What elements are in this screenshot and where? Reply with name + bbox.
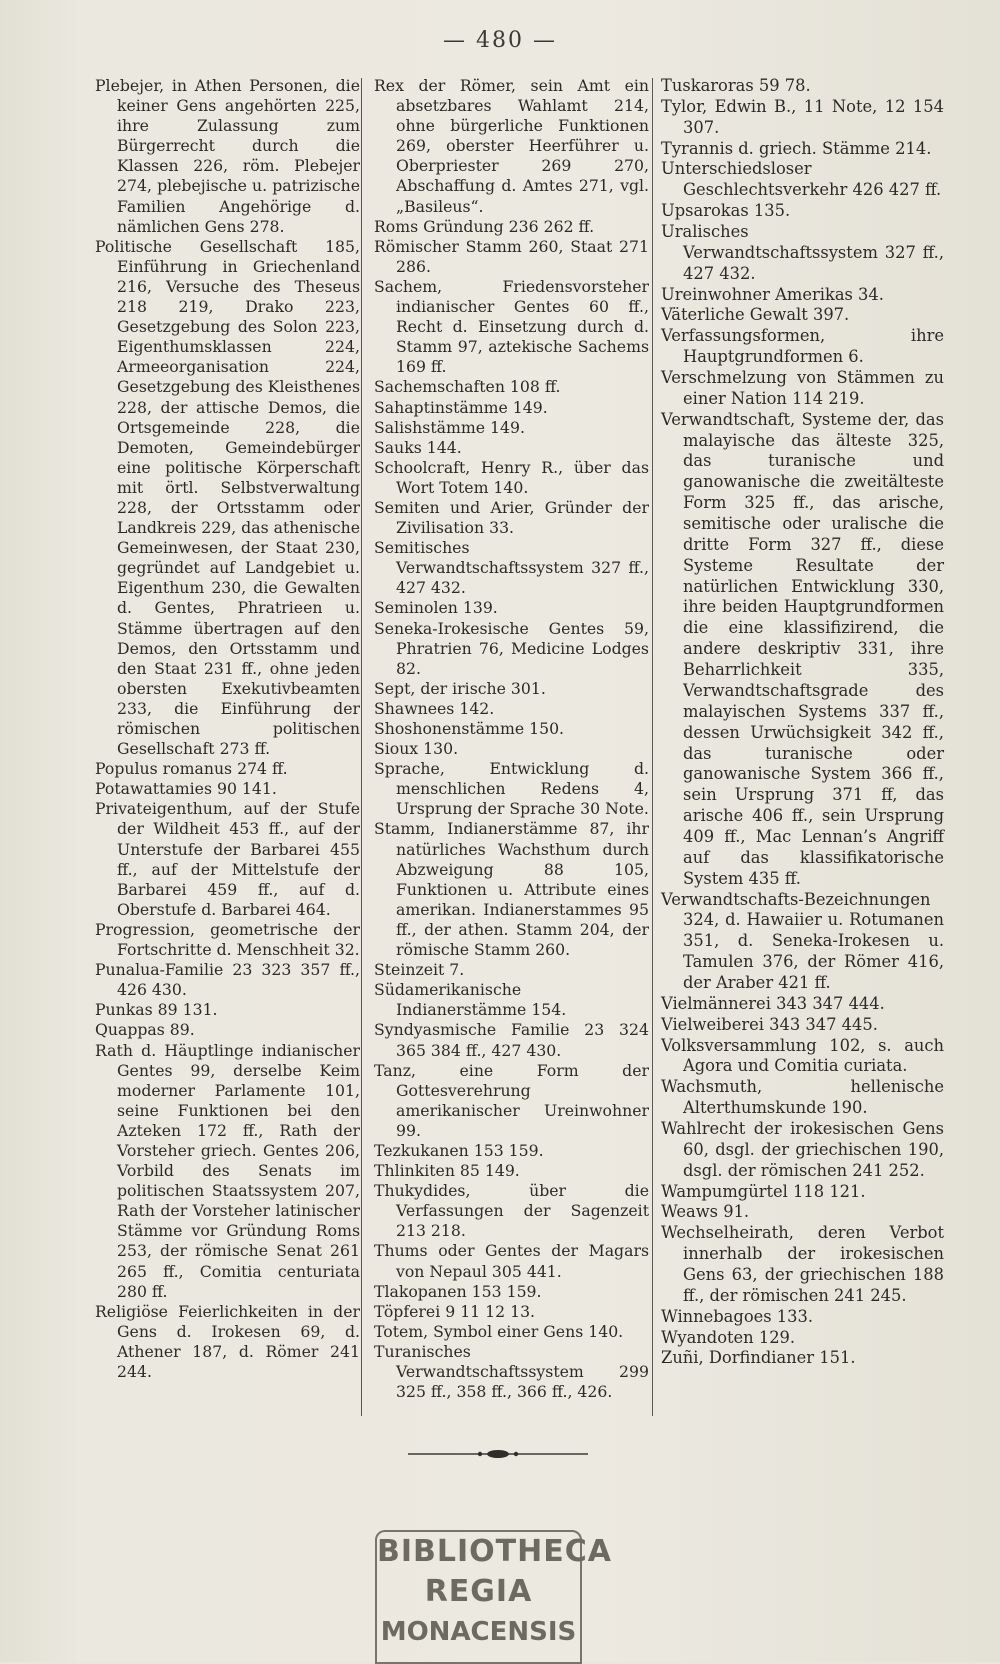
index-entry: Schoolcraft, Henry R., über das Wort Totem 140. <box>374 457 649 497</box>
index-entry: Totem, Symbol einer Gens 140. <box>374 1321 624 1341</box>
stamp-line: MONACENSIS <box>380 1617 577 1647</box>
index-entry: Progression, geometrische der Fortschritte d. Menschheit 32. <box>95 919 360 960</box>
index-entry: Sioux 130. <box>374 739 459 759</box>
index-entry: Sachem, Friedensvorsteher indianischer Gentes 60 ff., Recht d. Einsetzung durch d. Stamm 97, aztekische Sachems 169 ff. <box>374 276 649 377</box>
index-entry: Wyandoten 129. <box>661 1327 796 1347</box>
index-entry: Politische Gesellschaft 185, Einführung in Griechenland 216, Versuche des Theseus 218 219, Drako 223, Gesetzgebung des Solon 223, Eigenthumsklassen 224, Armeeorganisation 224, Gesetzgebung des Kleisthenes 228, der attische Demos, die Ortsgemeinde 228, die Demoten, Gemeindebürger eine politische Körperschaft mit örtl. Selbstverwaltung 228, der Ortsstamm oder Landkreis 229, das athenische Gemeinwesen, der Staat 230, gegründet auf Landgebiet u. Eigenthum 230, die Gewalten d. Gentes, Phratrieen u. Stämme übertragen auf den Demos, den Ortsstamm und den Staat 231 ff., ohne jeden obersten Exekutivbeamten 233, die Einführung der römischen politischen Gesellschaft 273 ff. <box>95 236 360 759</box>
index-entry: Tanz, eine Form der Gottesverehrung amerikanischer Ureinwohner 99. <box>374 1060 649 1140</box>
index-entry: Väterliche Gewalt 397. <box>661 305 850 325</box>
index-entry: Steinzeit 7. <box>374 960 465 980</box>
index-entry: Thukydides, über die Verfassungen der Sagenzeit 213 218. <box>374 1181 649 1241</box>
page-number: — 480 — <box>443 28 557 53</box>
index-entry: Wahlrecht der irokesischen Gens 60, dsgl. der griechischen 190, dsgl. der römischen 241 252. <box>661 1118 944 1180</box>
index-entry: Shoshonenstämme 150. <box>374 719 565 738</box>
stamp-line: BIBLIOTHECA <box>377 1534 612 1569</box>
index-entry: Turanisches Verwandtschaftssystem 299 325 ff., 358 ff., 366 ff., 426. <box>374 1341 649 1402</box>
index-entry: Verschmelzung von Stämmen zu einer Nation 114 219. <box>661 368 944 408</box>
index-entry: Tuskaroras 59 78. <box>661 76 811 95</box>
index-entry: Seneka-Irokesische Gentes 59, Phratrien 76, Medicine Lodges 82. <box>374 618 649 678</box>
index-entry: Sept, der irische 301. <box>374 678 546 698</box>
end-ornament <box>408 1448 588 1460</box>
index-entry: Verwandtschaft, Systeme der, das malayische das älteste 325, das turanische und ganowanische die zweitälteste Form 325 ff., das arische, semitische oder uralische die dritte Form 327 ff., diese Systeme Resultate der natürlichen Entwicklung 330, ihre beiden Hauptgrundformen die eine klassifizirend, die andere deskriptiv 331, ihre Beharrlichkeit 335, Verwandtschaftsgrade des malayischen Systems 337 ff., dessen Urwüchsigkeit 342 ff., das turanische oder ganowanische System 366 ff., sein Ursprung 371 ff, das arische 406 ff., sein Ursprung 409 ff., Mac Lennan’s Angriff auf das klassifikatorische System 435 ff. <box>661 409 944 888</box>
index-entry: Punkas 89 131. <box>95 1000 218 1020</box>
index-entry: Potawattamies 90 141. <box>95 779 277 799</box>
index-entry: Vielmännerei 343 347 444. <box>661 993 885 1013</box>
index-entry: Uralisches Verwandtschaftssystem 327 ff., 427 432. <box>661 222 944 283</box>
column-divider <box>652 78 653 1416</box>
index-entry: Verfassungsformen, ihre Hauptgrundformen 6. <box>661 326 944 367</box>
index-entry: Römischer Stamm 260, Staat 271 286. <box>374 236 649 276</box>
index-entry: Unterschiedsloser Geschlechtsverkehr 426 427 ff. <box>661 159 942 200</box>
index-entry: Vielweiberei 343 347 445. <box>661 1014 878 1034</box>
index-entry: Ureinwohner Amerikas 34. <box>661 284 884 304</box>
column-divider <box>361 78 362 1416</box>
library-stamp <box>375 1530 612 1664</box>
index-entry: Winnebagoes 133. <box>661 1306 814 1326</box>
index-entry: Religiöse Feierlichkeiten in der Gens d. Irokesen 69, d. Athener 187, d. Römer 241 244. <box>95 1301 360 1381</box>
index-entry: Tlakopanen 153 159. <box>374 1281 542 1301</box>
index-entry: Sachemschaften 108 ff. <box>374 377 561 397</box>
index-entry: Zuñi, Dorfindianer 151. <box>661 1348 856 1368</box>
index-entry: Populus romanus 274 ff. <box>95 759 288 779</box>
index-entry: Semiten und Arier, Gründer der Zivilisation 33. <box>374 497 649 538</box>
index-column-2 <box>374 76 649 1402</box>
index-entry: Sauks 144. <box>374 437 462 457</box>
index-entry: Roms Gründung 236 262 ff. <box>374 216 595 236</box>
index-entry: Tyrannis d. griech. Stämme 214. <box>661 138 932 158</box>
index-entry: Wachsmuth, hellenische Alterthumskunde 190. <box>661 1077 944 1118</box>
index-entry: Sahaptinstämme 149. <box>374 397 548 417</box>
index-entry: Rex der Römer, sein Amt ein absetzbares Wahlamt 214, ohne bürgerliche Funktionen 269, oberster Heerführer u. Oberpriester 269 270, Abschaffung d. Amtes 271, vgl. „Basileus“. <box>374 76 649 216</box>
index-entry: Wampumgürtel 118 121. <box>661 1181 866 1201</box>
index-entry: Stamm, Indianerstämme 87, ihr natürliches Wachsthum durch Abzweigung 88 105, Funktionen u. Attribute eines amerikan. Indianerstammes 95 ff., der athen. Stamm 204, der römische Stamm 260. <box>374 819 649 960</box>
index-entry: Syndyasmische Familie 23 324 365 384 ff., 427 430. <box>374 1020 649 1060</box>
index-entry: Töpferei 9 11 12 13. <box>374 1301 536 1321</box>
index-entry: Tylor, Edwin B., 11 Note, 12 154 307. <box>661 96 944 137</box>
index-entry: Upsarokas 135. <box>661 201 791 221</box>
index-entry: Privateigenthum, auf der Stufe der Wildheit 453 ff., auf der Unterstufe der Barbarei 455 ff., auf der Mittelstufe der Barbarei 459 ff., auf d. Oberstufe d. Barbarei 464. <box>95 799 360 919</box>
index-entry: Semitisches Verwandtschaftssystem 327 ff., 427 432. <box>374 538 649 598</box>
index-entry: Quappas 89. <box>95 1020 195 1040</box>
index-entry: Südamerikanische Indianerstämme 154. <box>374 980 567 1020</box>
index-column-1 <box>95 76 360 1382</box>
index-entry: Punalua-Familie 23 323 357 ff., 426 430. <box>95 960 360 1000</box>
index-entry: Salishstämme 149. <box>374 417 525 437</box>
index-entry: Verwandtschafts-Bezeichnungen 324, d. Hawaiier u. Rotumanen 351, d. Seneka-Irokesen u. Tamulen 376, der Römer 416, der Araber 421 ff. <box>661 889 944 992</box>
stamp-line: REGIA <box>424 1574 533 1609</box>
index-column-3 <box>661 76 944 1369</box>
index-entry: Seminolen 139. <box>374 598 498 618</box>
index-entry: Thums oder Gentes der Magars von Nepaul 305 441. <box>374 1241 649 1281</box>
index-entry: Weaws 91. <box>661 1202 750 1222</box>
index-entry: Tezkukanen 153 159. <box>374 1140 544 1160</box>
index-entry: Sprache, Entwicklung d. menschlichen Redens 4, Ursprung der Sprache 30 Note. <box>374 759 649 819</box>
index-entry: Plebejer, in Athen Personen, die keiner Gens angehörten 225, ihre Zulassung zum Bürgerrecht durch die Klassen 226, röm. Plebejer 274, plebejische u. patrizische Familien Angehörige d. nämlichen Gens 278. <box>95 76 360 236</box>
index-entry: Wechselheirath, deren Verbot innerhalb der irokesischen Gens 63, der griechischen 188 ff., der römischen 241 245. <box>661 1223 944 1305</box>
index-entry: Volksversammlung 102, s. auch Agora und Comitia curiata. <box>661 1035 944 1076</box>
index-entry: Thlinkiten 85 149. <box>374 1161 520 1181</box>
index-entry: Rath d. Häuptlinge indianischer Gentes 99, derselbe Keim moderner Parlamente 101, seine Funktionen bei den Azteken 172 ff., Rath der Vorsteher griech. Gentes 206, Vorbild des Senats im politischen Staatssystem 207, Rath der Vorsteher latinischer Stämme vor Gründung Roms 253, der römische Senat 261 265 ff., Comitia centuriata 280 ff. <box>95 1040 360 1301</box>
index-entry: Shawnees 142. <box>374 698 495 718</box>
